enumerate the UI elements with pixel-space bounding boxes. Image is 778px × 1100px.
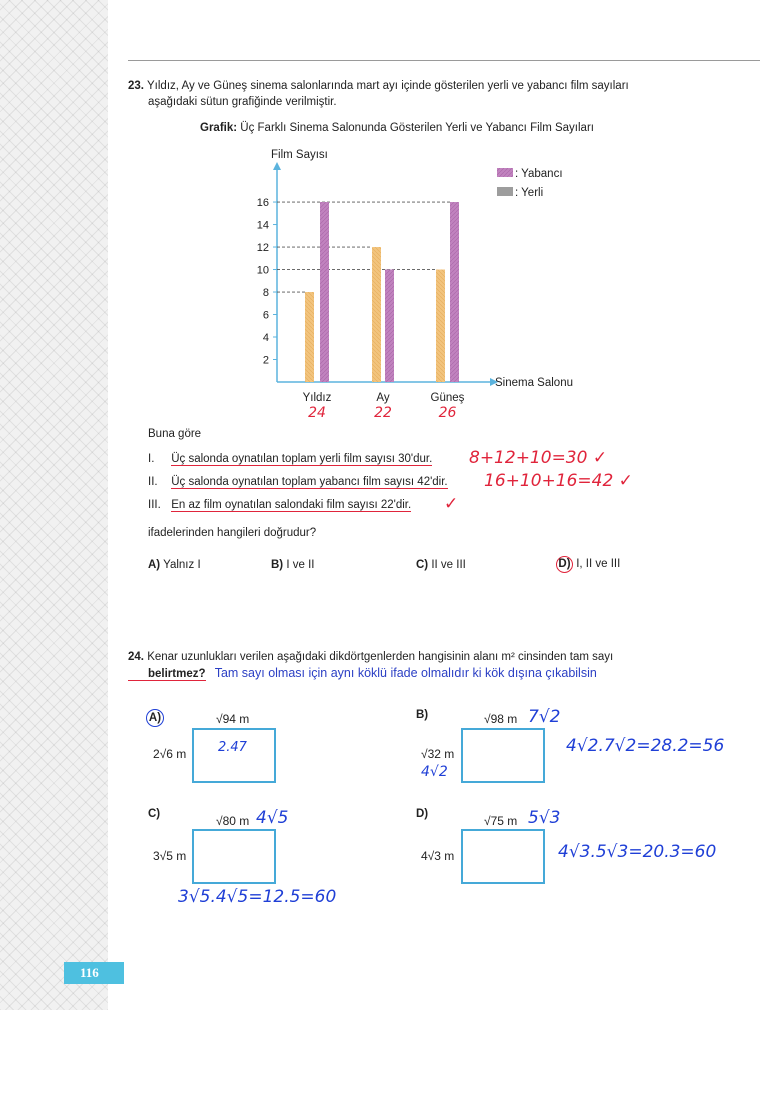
statement-1-note: 8+12+10=30 ✓: [469, 448, 608, 468]
q24-b-top: √98 m: [484, 712, 518, 726]
q24-option-c-letter: C): [148, 808, 161, 820]
statement-3: [148, 499, 411, 511]
q23-option-b[interactable]: [271, 559, 314, 571]
q24-line1: Kenar uzunlukları verilen aşağıdaki dikdörtgenlerden hangisinin alanı m² cinsinden tam sayı: [147, 651, 614, 663]
y-tick-label-14: 14: [256, 219, 269, 232]
q23-text: [128, 78, 738, 110]
q24-option-a-label[interactable]: [146, 709, 164, 727]
graph-title-text: Üç Farklı Sinema Salonunda Gösterilen Yerli ve Yabancı Film Sayıları: [240, 122, 594, 134]
y-tick-label-12: 12: [256, 242, 269, 255]
category-note-0: 24: [308, 405, 326, 421]
q24-option-b-label[interactable]: [416, 709, 428, 721]
y-tick-label-16: 16: [256, 197, 269, 210]
q24-b-side: √32 m: [421, 747, 455, 761]
statement-1: [148, 453, 432, 465]
q24-number: 24.: [128, 651, 144, 663]
q24-c-calc: 3√5.4√5=12.5=60: [178, 887, 337, 907]
q24-option-d-label[interactable]: [416, 808, 428, 820]
statement-3-text: En az film oynatılan salondaki film sayısı 22'dir.: [171, 499, 412, 511]
q24-text: [128, 649, 748, 682]
category-note-1: 22: [374, 405, 392, 421]
category-label-0: Yıldız: [302, 392, 332, 404]
statement-3-num: III.: [148, 499, 161, 511]
bar-yabanci-1: [385, 270, 394, 382]
q23-option-c[interactable]: [416, 559, 466, 571]
q23-option-d-text: I, II ve III: [576, 558, 621, 570]
y-tick-label-2: 2: [262, 354, 269, 367]
category-label-1: Ay: [376, 392, 390, 404]
q23-option-d[interactable]: [556, 556, 620, 573]
q23-option-a-letter: A): [148, 559, 161, 571]
q24-d-rectangle: [461, 829, 545, 884]
bar-yerli-2: [436, 270, 445, 382]
q24-c-top: √80 m: [216, 814, 250, 828]
bar-chart: [180, 140, 660, 430]
statement-1-num: I.: [148, 453, 155, 465]
side-pattern: [0, 0, 108, 1010]
bar-yerli-1: [372, 247, 381, 382]
q23-option-a[interactable]: [148, 559, 201, 571]
q23-line2: aşağıdaki sütun grafiğinde verilmiştir.: [148, 96, 337, 108]
statement-1-text: Üç salonda oynatılan toplam yerli film sayısı 30'dur.: [171, 453, 433, 465]
bar-yabanci-0: [320, 202, 329, 382]
q23-option-c-letter: C): [416, 559, 429, 571]
q24-option-d-letter: D): [416, 808, 429, 820]
statement-2-num: II.: [148, 476, 158, 488]
q24-bold: belirtmez?: [128, 668, 206, 681]
q24-b-calc: 4√2.7√2=28.2=56: [566, 736, 725, 756]
q24-option-c-label[interactable]: [148, 808, 160, 820]
y-tick-label-10: 10: [256, 264, 269, 277]
graph-title-label: Grafik:: [200, 122, 238, 134]
category-note-2: 26: [438, 405, 457, 421]
top-rule: [128, 60, 760, 61]
q23-option-a-text: Yalnız I: [163, 559, 201, 571]
q24-b-rectangle: [461, 728, 545, 783]
legend-yabanci-label: : Yabancı: [515, 168, 563, 180]
statement-2-note: 16+10+16=42 ✓: [484, 471, 633, 491]
bar-yabanci-2: [450, 202, 459, 382]
q23-question: ifadelerinden hangileri doğrudur?: [148, 527, 317, 539]
x-axis-label: Sinema Salonu: [495, 377, 573, 389]
legend-yerli-label: : Yerli: [515, 187, 544, 199]
y-tick-label-6: 6: [262, 309, 269, 322]
y-tick-label-8: 8: [262, 287, 269, 300]
q24-c-top-note: 4√5: [256, 808, 289, 828]
q24-d-top-note: 5√3: [528, 808, 561, 828]
q23-line1: Yıldız, Ay ve Güneş sinema salonlarında mart ayı içinde gösterilen yerli ve yabancı film sayıları: [147, 80, 629, 92]
q24-option-b-letter: B): [416, 709, 429, 721]
graph-title: [200, 122, 594, 134]
statement-2: [148, 476, 448, 488]
category-label-2: Güneş: [430, 392, 465, 404]
q24-option-a-letter: A): [146, 709, 164, 727]
q24-a-top-note: 2.47: [218, 740, 247, 755]
q24-b-top-note: 7√2: [528, 707, 561, 727]
q24-c-side: 3√5 m: [153, 849, 187, 863]
q23-prompt: Buna göre: [148, 428, 202, 440]
q23-option-c-text: II ve III: [431, 559, 466, 571]
q23-option-d-letter: D): [556, 556, 573, 573]
q24-a-rectangle: [192, 728, 276, 783]
page-number: 116: [64, 962, 124, 984]
q24-b-side-note: 4√2: [421, 764, 448, 780]
bar-yerli-0: [305, 292, 314, 382]
y-tick-label-4: 4: [262, 332, 269, 345]
q23-option-b-text: I ve II: [286, 559, 315, 571]
q24-a-top: √94 m: [216, 712, 250, 726]
q24-d-side: 4√3 m: [421, 849, 455, 863]
legend-yabanci-swatch: [497, 168, 513, 177]
q23-number: 23.: [128, 80, 144, 92]
q24-d-top: √75 m: [484, 814, 518, 828]
q24-a-side: 2√6 m: [153, 747, 187, 761]
y-axis-arrow: [273, 162, 281, 170]
statement-2-text: Üç salonda oynatılan toplam yabancı film sayısı 42'dir.: [171, 476, 448, 488]
q23-option-b-letter: B): [271, 559, 284, 571]
q24-c-rectangle: [192, 829, 276, 884]
statement-3-note: ✓: [444, 494, 459, 514]
y-axis-label: Film Sayısı: [271, 149, 328, 161]
q24-note: Tam sayı olması için aynı köklü ifade olmalıdır ki kök dışına çıkabilsin: [214, 666, 597, 680]
q24-d-calc: 4√3.5√3=20.3=60: [558, 842, 717, 862]
legend-yerli-swatch: [497, 187, 513, 196]
